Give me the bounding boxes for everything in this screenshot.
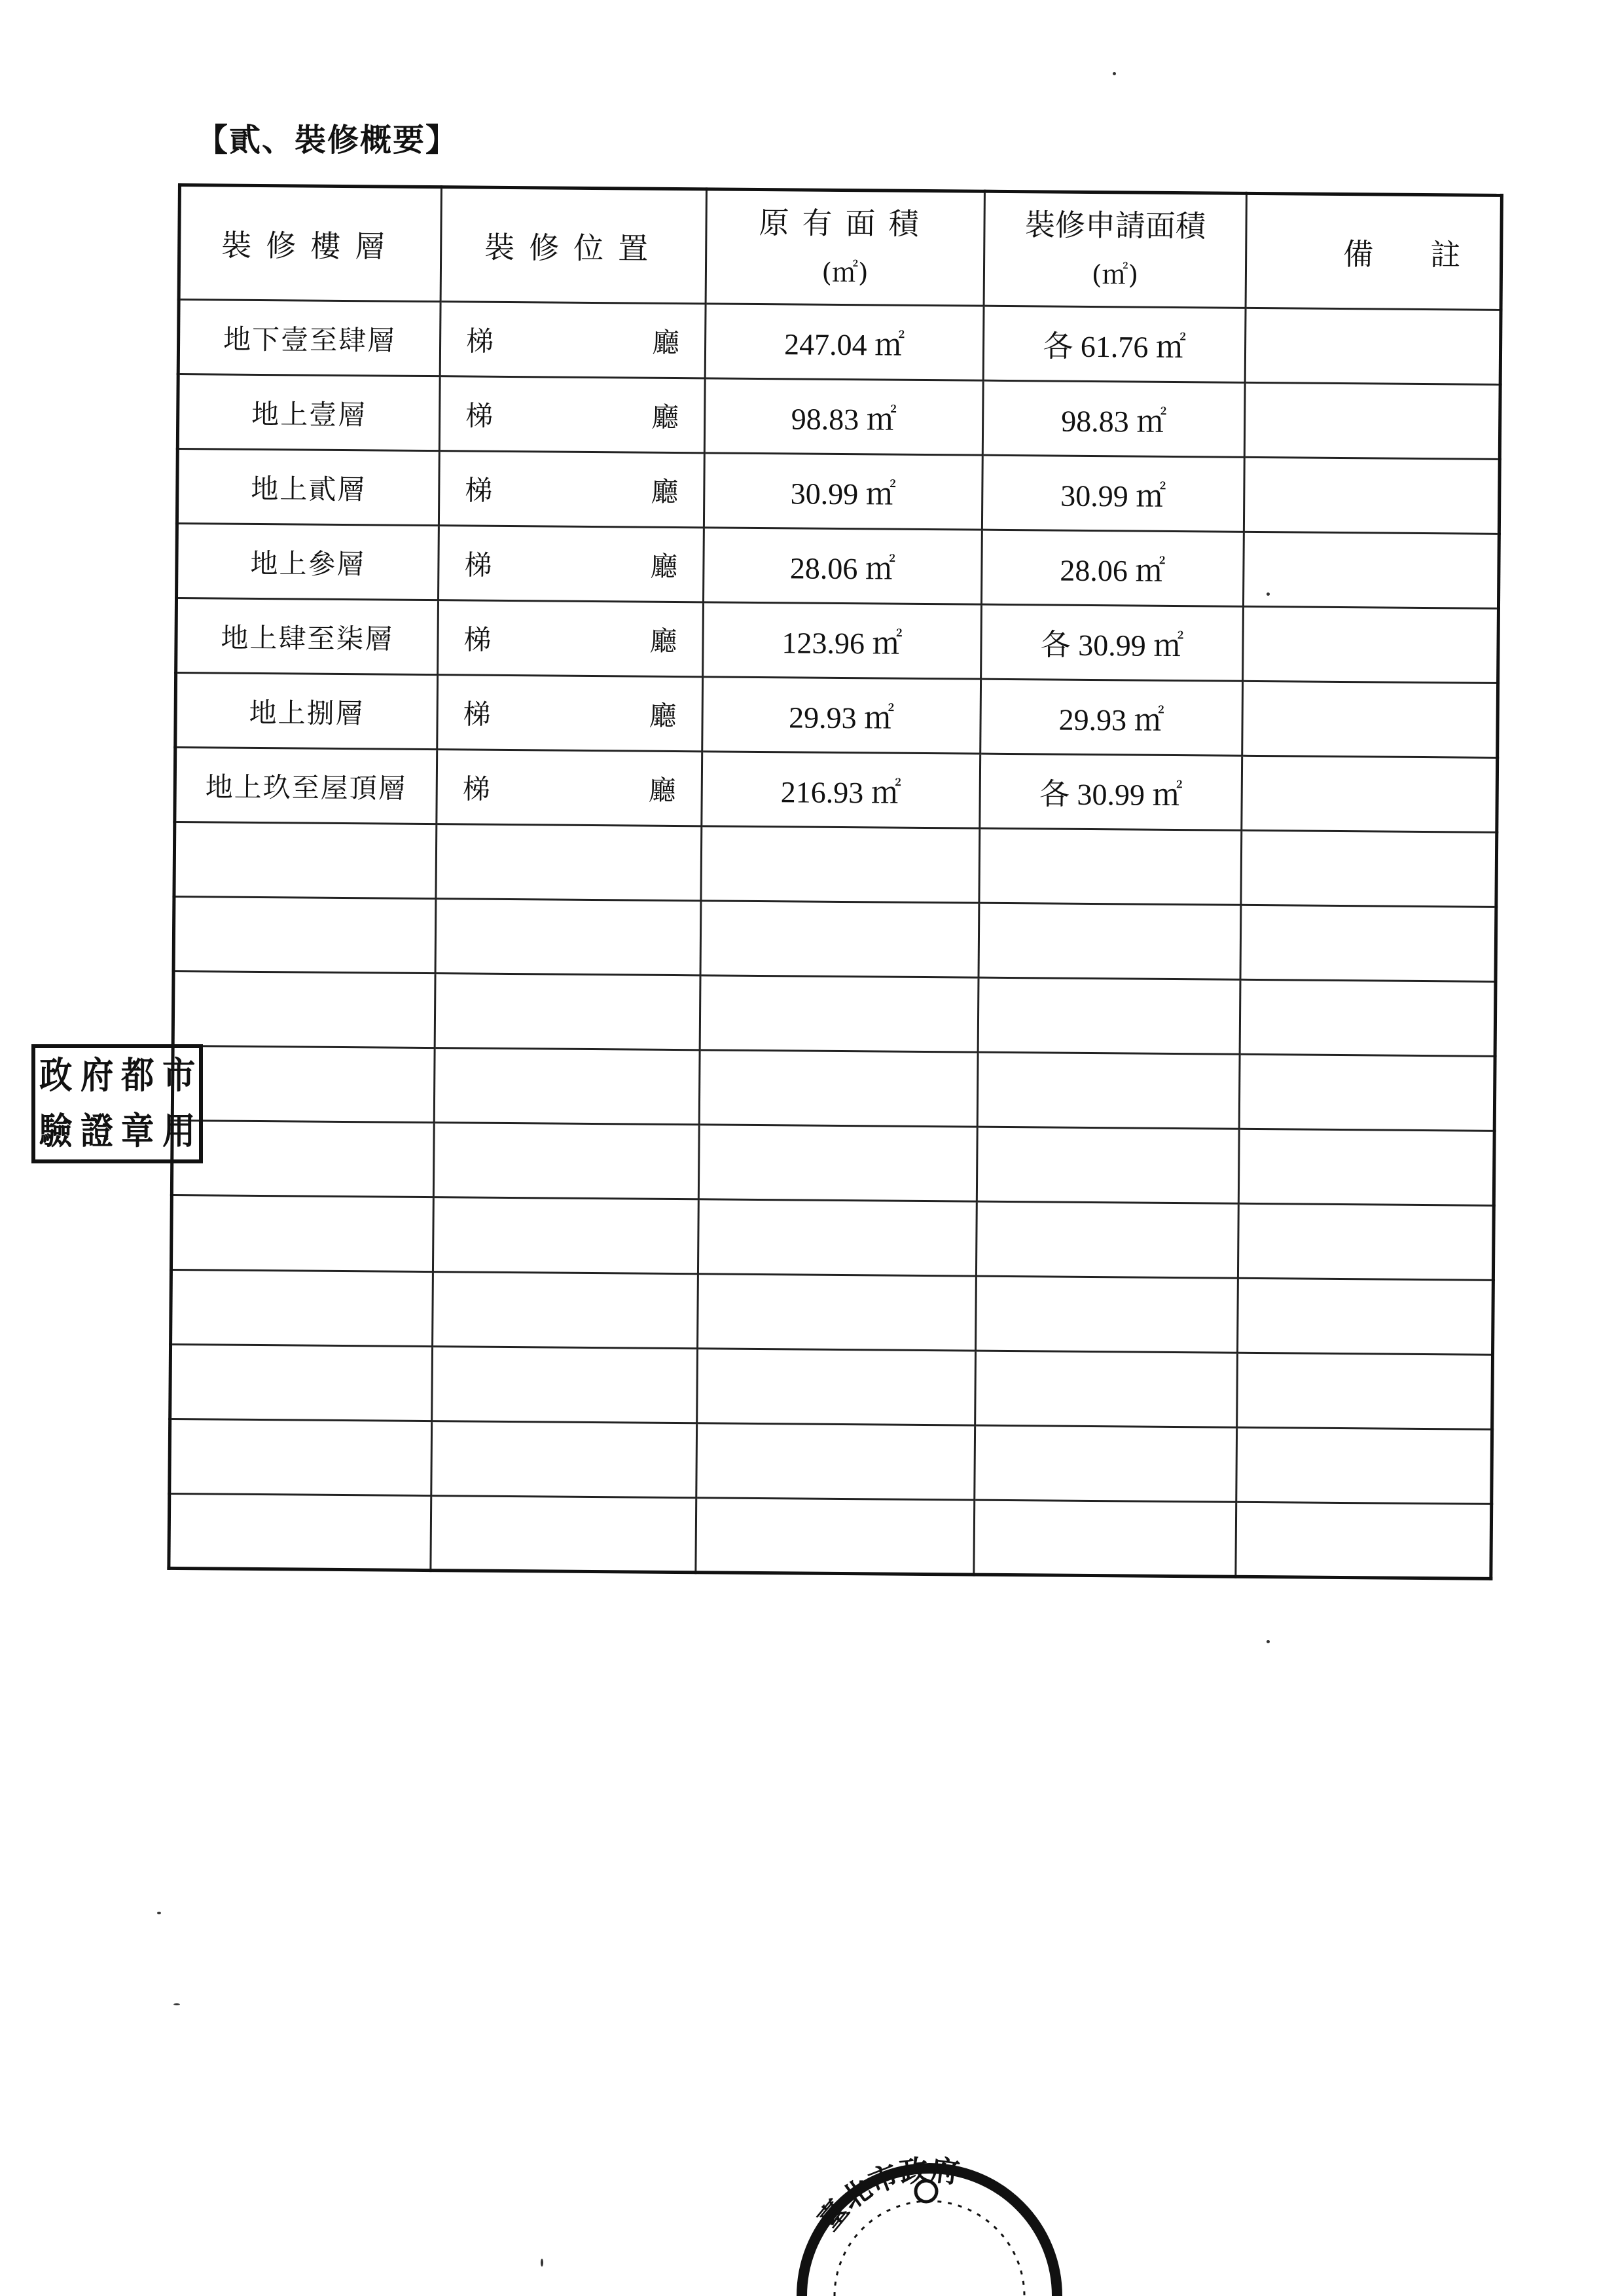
cell-remarks — [1244, 382, 1500, 459]
empty-cell — [696, 1498, 975, 1575]
cell-floor: 地上參層 — [177, 524, 439, 600]
empty-table-row — [171, 1269, 1494, 1355]
cell-remarks — [1245, 308, 1501, 384]
cell-remarks — [1242, 681, 1498, 757]
empty-cell — [978, 977, 1240, 1054]
empty-cell — [433, 1272, 698, 1349]
empty-table-row — [174, 822, 1497, 907]
cell-location — [438, 600, 704, 677]
header-remarks — [1246, 193, 1501, 310]
empty-cell — [1239, 1054, 1495, 1131]
empty-cell — [979, 828, 1242, 905]
cell-requested-area: 各 61.76 ㎡ — [983, 306, 1246, 382]
cell-remarks — [1242, 756, 1498, 832]
cell-location-a: 梯 — [465, 473, 493, 507]
table-row — [175, 672, 1498, 757]
cell-requested-area: 各 30.99 ㎡ — [981, 604, 1244, 681]
cell-remarks — [1243, 532, 1499, 608]
empty-cell — [1236, 1427, 1492, 1504]
cell-location — [437, 675, 703, 752]
header-original-area-label: 原有面積 — [759, 204, 932, 242]
scan-speck — [173, 2003, 180, 2005]
empty-cell — [171, 1269, 433, 1346]
empty-table-row — [169, 1493, 1492, 1578]
section-title: 【貳、裝修概要】 — [196, 122, 459, 158]
stamp-char: 用 — [162, 1110, 195, 1153]
scan-speck — [157, 1912, 161, 1914]
empty-cell — [1238, 1129, 1494, 1205]
stamp-char: 證 — [80, 1110, 113, 1153]
empty-cell — [698, 1274, 977, 1351]
empty-cell — [431, 1496, 696, 1573]
header-requested-area-label: 裝修申請面積 — [1024, 206, 1206, 244]
empty-table-row — [173, 896, 1496, 981]
cell-original-area: 216.93 ㎡ — [702, 752, 980, 828]
city-government-seal — [789, 2131, 1064, 2296]
empty-cell — [435, 974, 700, 1050]
cell-location-b: 廳 — [649, 699, 677, 732]
stamp-char: 府 — [80, 1054, 113, 1097]
cell-location-b: 廳 — [651, 475, 679, 508]
cell-original-area: 30.99 ㎡ — [704, 453, 982, 530]
scan-speck — [541, 2259, 543, 2267]
cell-floor: 地上玖至屋頂層 — [175, 747, 437, 824]
cell-location — [440, 302, 706, 378]
cell-requested-area: 29.93 ㎡ — [980, 679, 1243, 756]
cell-location-b: 廳 — [651, 326, 680, 359]
empty-cell — [433, 1123, 699, 1199]
scan-speck — [1113, 72, 1116, 75]
header-original-area-unit: (㎡) — [821, 257, 869, 288]
empty-cell — [977, 1127, 1239, 1203]
empty-cell — [976, 1201, 1238, 1278]
header-remarks-a: 備 — [1342, 236, 1374, 272]
seal-graphic — [789, 2131, 1064, 2296]
empty-cell — [1237, 1353, 1493, 1429]
cell-location-b: 廳 — [650, 550, 678, 583]
renovation-summary-table-wrapper — [167, 183, 1500, 1575]
empty-cell — [975, 1351, 1238, 1427]
empty-table-row — [173, 971, 1496, 1056]
cell-original-area: 28.06 ㎡ — [703, 528, 982, 604]
empty-cell — [435, 899, 701, 975]
stamp-char: 市 — [162, 1054, 195, 1097]
empty-cell — [170, 1419, 432, 1495]
cell-floor: 地下壹至肆層 — [178, 300, 440, 376]
cell-location — [437, 750, 702, 826]
empty-cell — [1240, 905, 1496, 981]
official-stamp — [31, 1044, 203, 1163]
cell-requested-area: 30.99 ㎡ — [982, 455, 1244, 532]
header-location: 裝修位置 — [440, 187, 706, 304]
cell-location-b: 廳 — [651, 401, 679, 433]
cell-original-area: 247.04 ㎡ — [705, 304, 984, 380]
cell-location — [439, 451, 704, 528]
empty-cell — [173, 971, 435, 1048]
scan-speck — [1267, 592, 1270, 596]
empty-cell — [1241, 830, 1497, 907]
cell-floor: 地上肆至柒層 — [176, 598, 439, 675]
empty-cell — [697, 1349, 976, 1425]
table-row — [175, 747, 1498, 832]
cell-location-a: 梯 — [465, 324, 494, 357]
empty-cell — [434, 1048, 700, 1125]
empty-cell — [172, 1046, 435, 1122]
empty-table-row — [170, 1419, 1492, 1504]
stamp-char: 驗 — [39, 1110, 73, 1153]
table-row — [177, 374, 1500, 460]
table-row — [178, 300, 1501, 385]
empty-cell — [170, 1344, 433, 1421]
empty-cell — [436, 824, 702, 901]
stamp-char: 政 — [39, 1054, 73, 1097]
empty-cell — [698, 1125, 977, 1201]
empty-cell — [433, 1197, 698, 1274]
empty-cell — [1240, 979, 1496, 1056]
stamp-char: 章 — [121, 1110, 154, 1153]
cell-location-a: 梯 — [463, 623, 492, 656]
cell-location-a: 梯 — [463, 697, 491, 731]
cell-original-area: 123.96 ㎡ — [703, 602, 982, 679]
header-original-area — [706, 189, 984, 306]
header-remarks-b: 註 — [1429, 236, 1461, 272]
header-floor: 裝修樓層 — [179, 185, 441, 302]
empty-cell — [977, 1052, 1240, 1129]
empty-cell — [699, 1050, 978, 1127]
cell-location — [439, 526, 704, 602]
cell-floor: 地上捌層 — [175, 672, 438, 749]
cell-location-a: 梯 — [465, 399, 494, 432]
cell-floor: 地上貳層 — [177, 449, 439, 526]
empty-cell — [701, 826, 980, 903]
cell-location-b: 廳 — [648, 774, 676, 807]
empty-cell — [976, 1276, 1238, 1353]
cell-requested-area: 各 30.99 ㎡ — [980, 754, 1242, 830]
empty-cell — [700, 901, 979, 977]
empty-table-row — [172, 1046, 1495, 1131]
empty-cell — [975, 1425, 1237, 1502]
cell-remarks — [1244, 457, 1500, 534]
seal-text: 臺北市政府 — [812, 2153, 962, 2238]
empty-table-row — [171, 1195, 1494, 1280]
empty-cell — [432, 1347, 698, 1423]
empty-table-row — [170, 1344, 1493, 1429]
table-header-row — [179, 185, 1501, 310]
empty-cell — [171, 1195, 433, 1271]
cell-location-a: 梯 — [462, 772, 490, 805]
cell-requested-area: 28.06 ㎡ — [981, 530, 1244, 606]
cell-original-area: 29.93 ㎡ — [702, 677, 981, 754]
empty-cell — [169, 1493, 431, 1570]
cell-location — [439, 376, 705, 453]
cell-location-a: 梯 — [464, 548, 492, 581]
stamp-char: 都 — [121, 1054, 154, 1097]
header-requested-area-unit: (㎡) — [1091, 259, 1139, 291]
empty-table-row — [171, 1120, 1494, 1205]
table-row — [177, 524, 1500, 609]
cell-remarks — [1243, 606, 1499, 683]
empty-cell — [171, 1120, 434, 1197]
table-row — [177, 449, 1500, 534]
header-requested-area — [984, 191, 1246, 308]
empty-cell — [173, 896, 436, 973]
renovation-summary-table — [167, 183, 1503, 1580]
table-row — [176, 598, 1499, 683]
empty-cell — [1236, 1502, 1492, 1578]
cell-location-b: 廳 — [649, 625, 677, 657]
scan-speck — [1267, 1640, 1270, 1643]
empty-cell — [700, 975, 979, 1052]
empty-cell — [174, 822, 437, 898]
empty-cell — [1238, 1278, 1494, 1355]
cell-requested-area: 98.83 ㎡ — [982, 380, 1245, 457]
empty-cell — [431, 1421, 697, 1498]
empty-cell — [696, 1423, 975, 1500]
empty-cell — [979, 903, 1241, 979]
cell-floor: 地上壹層 — [177, 374, 440, 451]
empty-cell — [1238, 1203, 1494, 1280]
empty-cell — [698, 1199, 977, 1276]
empty-cell — [974, 1500, 1236, 1576]
cell-original-area: 98.83 ㎡ — [704, 378, 983, 455]
